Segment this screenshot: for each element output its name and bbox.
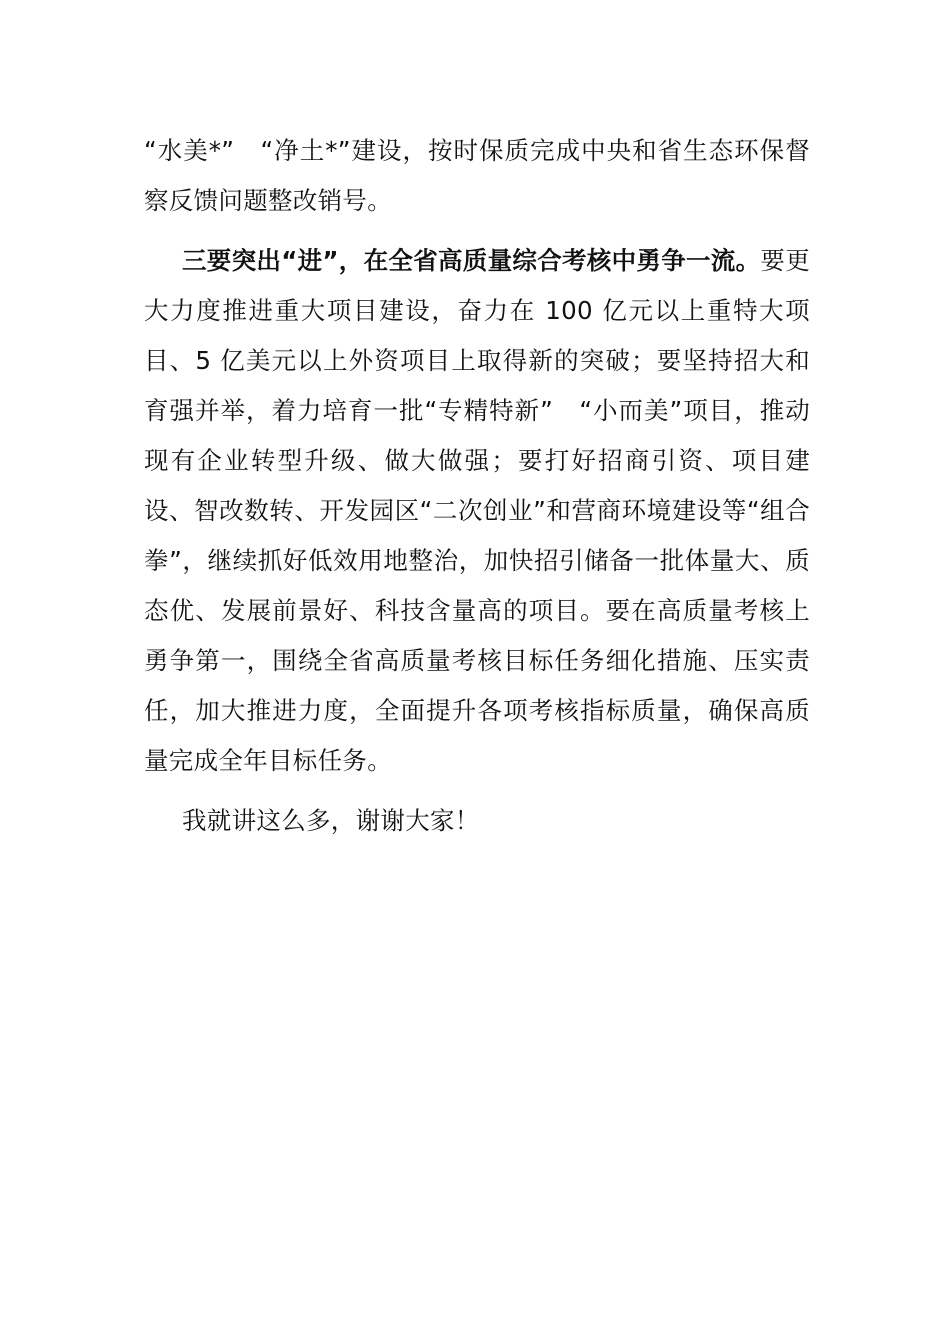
paragraph-text: 我就讲这么多，谢谢大家！ <box>182 806 480 835</box>
paragraph-text: “水美*” “净土*”建设，按时保质完成中央和省生态环保督察反馈问题整改销号。 <box>144 136 810 215</box>
paragraph-text: 要更大力度推进重大项目建设，奋力在 100 亿元以上重特大项目、5 亿美元以上外资项目上取得新的突破；要坚持招大和育强并举，着力培育一批“专精特新” “小而美”项目，推动现有企业转型升级、做大做强；要打好招商引资、项目建设、智改数转、开发园区“二次创业”和营商环境建设等“组合拳”，继续抓好低效用地整治，加快招引储备一批体量大、质态优、发展前景好、科技含量高的项目。要在高质量考核上勇争第一，围绕全省高质量考核目标任务细化措施、压实责任，加大推进力度，全面提升各项考核指标质量，确保高质量完成全年目标任务。 <box>144 246 811 775</box>
paragraph-progress <box>144 236 810 786</box>
closing-remark <box>144 796 810 846</box>
document-page <box>144 126 810 846</box>
paragraph-water-soil <box>144 126 810 226</box>
paragraph-heading: 三要突出“进”，在全省高质量综合考核中勇争一流。 <box>182 246 761 275</box>
